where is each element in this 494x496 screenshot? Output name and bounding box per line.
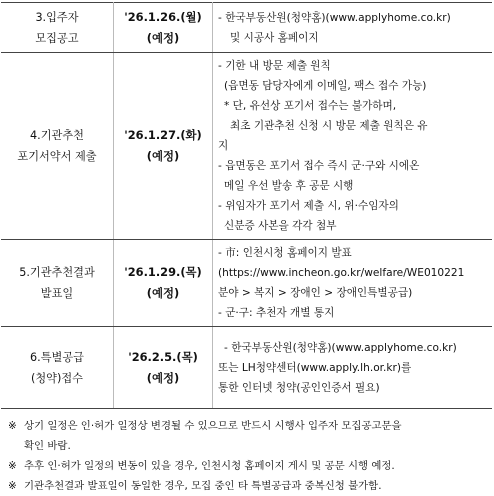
detail-line: 최초 기관추천 신청 시 방문 제출 원칙은 유 [230, 120, 428, 132]
stage-cell [1, 53, 114, 240]
notes-section [8, 416, 488, 496]
detail-line: - 군·구: 추천자 개별 통지 [218, 307, 335, 319]
stage-label: 4.기관추천 [30, 129, 84, 142]
detail-line: 메일 우선 발송 후 공문 시행 [224, 180, 354, 192]
status-text: (예정) [146, 286, 180, 300]
stage-label: 모집공고 [35, 31, 79, 45]
table-row [1, 3, 492, 53]
note-text: 상기 일정은 인·허가 일정상 변경될 수 있으므로 반드시 시행사 입주자 모집공고문을 [24, 420, 402, 432]
details-cell [213, 53, 493, 240]
status-text: (예정) [146, 370, 180, 385]
table-row [1, 240, 492, 327]
stage-label: 6.특별공급 [30, 350, 84, 364]
date-cell [114, 53, 213, 240]
details-cell [213, 3, 493, 53]
detail-line: 통한 인터넷 청약(공인인증서 필요) [218, 381, 380, 394]
detail-line: - 읍면동은 포기서 접수 즉시 군·구와 시에온 [218, 160, 420, 172]
stage-cell [1, 240, 114, 327]
table-row [1, 53, 492, 240]
table-row [1, 327, 492, 409]
stage-cell [1, 327, 114, 409]
detail-line: - 위임자가 포기서 제출 시, 위·수임자의 [218, 200, 399, 212]
detail-line: - 市: 인천시청 홈페이지 발표 [218, 247, 352, 259]
detail-line: 신분증 사본을 각각 첨부 [224, 220, 337, 232]
details-cell [213, 240, 493, 327]
detail-line: 분야 > 복지 > 장애인 > 장애인특별공급) [218, 287, 413, 299]
date-cell [114, 240, 213, 327]
stage-cell [1, 3, 114, 53]
date-cell [114, 327, 213, 409]
details-cell [213, 327, 493, 409]
date-text: '26.2.5.(목) [128, 349, 198, 364]
schedule-table [1, 2, 492, 409]
reference-mark-icon: ※ [8, 480, 17, 492]
date-text: '26.1.29.(목) [124, 265, 202, 279]
detail-line: 및 시공사 홈페이지 [230, 31, 319, 44]
detail-line: - 한국부동산원(청약홈)(www.applyhome.co.kr) [224, 341, 457, 354]
stage-label: 5.기관추천결과 [19, 266, 95, 279]
note-item [8, 456, 488, 476]
stage-label: 포기서약서 제출 [17, 150, 97, 163]
note-text: 추후 인·허가 일정의 변동이 있을 경우, 인천시청 홈페이지 게시 및 공문 시행 예정. [24, 460, 395, 472]
reference-mark-icon: ※ [8, 420, 17, 432]
note-continuation: 확인 바람. [24, 440, 71, 452]
detail-line: (읍면동 담당자에게 이메일, 팩스 접수 가능) [224, 80, 427, 92]
detail-line: (https://www.incheon.go.kr/welfare/WE010221 [218, 267, 465, 279]
note-item [8, 416, 488, 436]
detail-line: - 한국부동산원(청약홈)(www.applyhome.co.kr) [218, 11, 451, 24]
date-text: '26.1.26.(월) [124, 9, 202, 24]
reference-mark-icon: ※ [8, 460, 17, 472]
stage-label: (청약)접수 [31, 371, 83, 385]
detail-line: 또는 LH청약센터(www.apply.lh.or.kr)를 [218, 361, 412, 374]
status-text: (예정) [146, 30, 180, 45]
date-text: '26.1.27.(화) [124, 128, 202, 142]
detail-line: - 기한 내 방문 제출 원칙 [218, 60, 331, 72]
detail-line: * 단, 유선상 포기서 접수는 불가하며, [224, 100, 397, 112]
stage-label: 3.입주자 [35, 10, 79, 24]
detail-line: 지 [218, 140, 229, 152]
note-item [8, 476, 488, 496]
date-cell [114, 3, 213, 53]
note-text: 기관추천결과 발표일이 동일한 경우, 모집 중인 타 특별공급과 중복신청 불가함. [24, 480, 382, 492]
status-text: (예정) [146, 149, 180, 163]
stage-label: 발표일 [40, 287, 74, 300]
